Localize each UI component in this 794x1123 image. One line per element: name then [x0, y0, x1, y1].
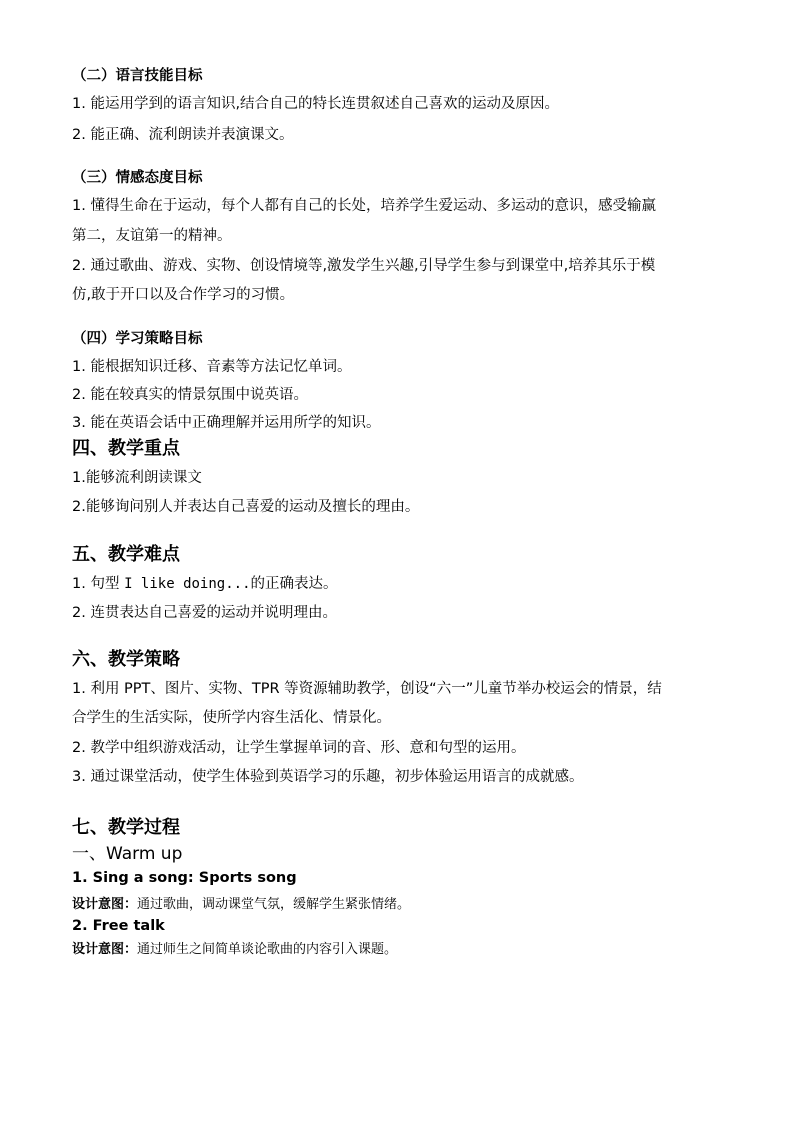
- learning-strategy-item-1: 1. 能根据知识迁移、音素等方法记忆单词。: [72, 359, 352, 375]
- language-skills-item-1: 1. 能运用学到的语言知识,结合自己的特长连贯叙述自己喜欢的运动及原因。: [72, 96, 560, 112]
- difficulties-heading: 五、教学难点: [72, 544, 180, 565]
- strategies-item-1-line-1: 1. 利用 PPT、图片、实物、TPR 等资源辅助教学，创设“六一”儿童节举办校运会的情景，结: [72, 681, 662, 697]
- stage-warm-up: 一、Warm up: [72, 844, 183, 864]
- difficulties-item-1-pattern: I like doing...: [124, 576, 251, 592]
- step-2-intent-text: 通过师生之间简单谈论歌曲的内容引入课题。: [137, 942, 398, 957]
- strategies-item-2: 2. 教学中组织游戏活动，让学生掌握单词的音、形、意和句型的运用。: [72, 740, 526, 756]
- learning-strategy-item-2: 2. 能在较真实的情景氛围中说英语。: [72, 387, 308, 403]
- difficulties-item-2: 2. 连贯表达自己喜爱的运动并说明理由。: [72, 605, 337, 621]
- key-points-heading: 四、教学重点: [72, 438, 180, 459]
- key-points-item-2: 2.能够询问别人并表达自己喜爱的运动及擅长的理由。: [72, 499, 420, 515]
- difficulties-item-1-prefix: 1. 句型: [72, 576, 120, 592]
- section-emotion-title: （三）情感态度目标: [72, 170, 203, 186]
- step-1-intent-text: 通过歌曲，调动课堂气氛，缓解学生紧张情绪。: [137, 897, 411, 912]
- step-free-talk: 2. Free talk: [72, 918, 165, 934]
- difficulties-item-1-suffix: 的正确表达。: [250, 576, 338, 592]
- step-1-design-intent: [72, 895, 732, 915]
- emotion-item-2-line-1: 2. 通过歌曲、游戏、实物、创设情境等,激发学生兴趣,引导学生参与到课堂中,培养其乐于模: [72, 258, 656, 274]
- strategies-item-3: 3. 通过课堂活动，使学生体验到英语学习的乐趣，初步体验运用语言的成就感。: [72, 769, 584, 785]
- step-1-intent-label: 设计意图：: [72, 897, 138, 912]
- step-2-design-intent: [72, 940, 732, 960]
- step-sing-a-song: 1. Sing a song: Sports song: [72, 870, 297, 886]
- emotion-item-1-line-1: 1. 懂得生命在于运动，每个人都有自己的长处，培养学生爱运动、多运动的意识，感受输赢: [72, 198, 656, 214]
- language-skills-item-2: 2. 能正确、流利朗读并表演课文。: [72, 127, 294, 143]
- section-language-skills-title: （二）语言技能目标: [72, 68, 203, 84]
- key-points-item-1: 1.能够流利朗读课文: [72, 470, 202, 486]
- learning-strategy-item-3: 3. 能在英语会话中正确理解并运用所学的知识。: [72, 415, 381, 431]
- strategies-item-1-line-2: 合学生的生活实际，使所学内容生活化、情景化。: [72, 710, 391, 726]
- process-heading: 七、教学过程: [72, 817, 180, 838]
- section-learning-strategy-title: （四）学习策略目标: [72, 331, 203, 347]
- step-2-intent-label: 设计意图：: [72, 942, 138, 957]
- difficulties-item-1: [72, 574, 732, 594]
- emotion-item-1-line-2: 第二，友谊第一的精神。: [72, 228, 232, 244]
- emotion-item-2-line-2: 仿,敢于开口以及合作学习的习惯。: [72, 287, 295, 303]
- strategies-heading: 六、教学策略: [72, 649, 180, 670]
